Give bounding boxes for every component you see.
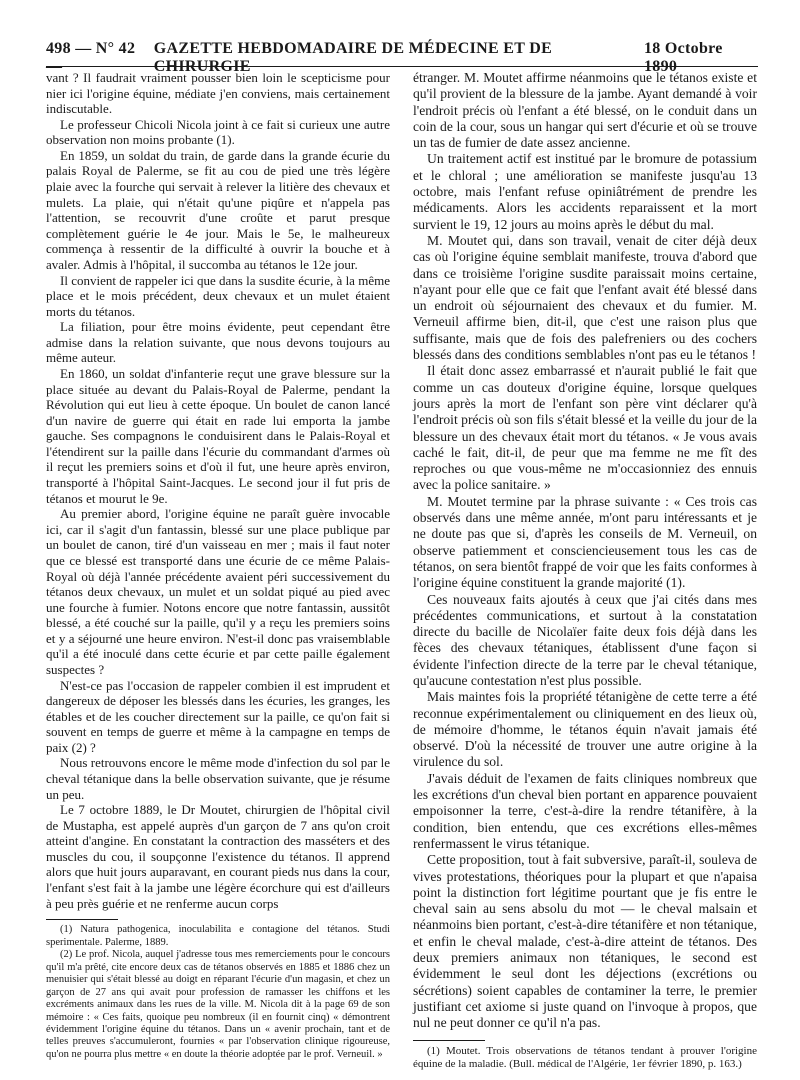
paragraph: Le 7 octobre 1889, le Dr Moutet, chirurgien de l'hôpital civil de Mustapha, est appelé auprès d'un garçon de 7 ans qu'on croit atteint d'angine. En constatant la contraction des masséters et des muscles du cou, il soupçonne l'existence du tétanos. Il apprend alors que huit jours auparavant, en courant pieds nus dans la cour, l'enfant s'est fait à la jambe une légère écorchure qui est d'ailleurs à peu près guérie et ne renferme aucun corps [46, 802, 390, 911]
left-column [46, 70, 390, 1061]
paragraph: Il était donc assez embarrassé et n'aurait publié le fait que comme un cas douteux d'origine équine, lorsque quelques jours après la mort de l'enfant son père vint déclarer qu'à l'endroit précis où son fils s'était blessé et la veille du jour de la blessure un des chevaux était mort du tétanos. « Je vous avais caché le fait, dit-il, de peur que ma femme ne me fît des reproches ou que vous-même ne m'occasionniez des ennuis avec la police sanitaire. » [413, 363, 757, 493]
page-header [46, 40, 758, 75]
paragraph: En 1859, un soldat du train, de garde dans la grande écurie du palais Royal de Palerme, se fit au cou de pied une très légère plaie avec la fourche qui servait à relever la litière des chevaux et mulets. La plaie, qui n'était qu'une piqûre et n'appela pas l'attention, se recouvrit d'une croûte et parut presque complètement guérie le 4e jour. Mais le 5e, le malheureux commença à ressentir de la difficulté à ouvrir la bouche et à avaler. Admis à l'hôpital, il succomba au tétanos le 12e jour. [46, 147, 390, 272]
paragraph: Cette proposition, tout à fait subversive, paraît-il, souleva de vives protestations, théoriques pour la plupart et que n'apaisa point la distinction fort légitime pourtant que je fis entre le cheval sain au sens absolu du mot — le cheval malsain et néanmoins bien portant, c'est-à-dire tétanifère et non tétanique, et enfin le cheval malade, c'est-à-dire atteint de tétanos. Des deux premiers animaux non tétaniques, le second est évidemment le seul dont les déjections (excrétions ou sécrétions) soient capables de contaminer la terre, le premier justifiant cet axiome si juste quand on l'invoque à propos, que nul ne peut donner ce qu'il n'a pas. [413, 852, 757, 1031]
page-number: 498 — N° 42 — [46, 40, 136, 75]
footnote: (2) Le prof. Nicola, auquel j'adresse tous mes remerciements pour le concours qu'il m'a prêté, cite encore deux cas de tétanos observés en 1885 et 1886 chez un menuisier qui s'était blessé au doigt en réparant l'écurie d'un magasin, et chez un garçon de 27 ans qui avait pour profession de ramasser les chiffons et les excréments animaux dans les rues de la ville. M. Nicola dit à la page 69 de son mémoire : « Ces faits, quoique peu nombreux (il en fournit cinq) « démontrent évidemment l'origine équine du tétanos. Dans un « avenir prochain, tant et de telles preuves s'accumuleront, fournies « par l'observation clinique rigoureuse, qu'on ne pourra plus mettre « en doute la théorie adoptée par le prof. Verneuil. » [46, 949, 390, 1060]
footnote: (1) Natura pathogenica, inoculabilita e contagione del tétanos. Studi sperimentale. Palerme, 1889. [46, 924, 390, 948]
paragraph: M. Moutet qui, dans son travail, venait de citer déjà deux cas où l'origine équine semblait manifeste, trouva d'abord que dans ce troisième l'origine susdite paraissait moins certaine, n'ayant pour elle que ce fait que l'enfant avait été blessé dans un endroit où séjournaient des chevaux et du fumier. M. Verneuil affirme bien, dit-il, que c'est une raison plus que suffisante, mais que de fois des palefreniers ou des cochers blessés dans des conditions semblables n'ont pas eu le tétanos ! [413, 232, 757, 363]
paragraph: En 1860, un soldat d'infanterie reçut une grave blessure sur la place située au devant du Palais-Royal de Palerme, pendant la Révolution qui eut lieu à cette époque. Un boulet de canon lancé d'un navire de guerre qui était en rade lui emporta la jambe gauche. Ses compagnons le conduisirent dans le Palais-Royal et l'étendirent sur la paille dans l'écurie du commandant d'armes où il reçut les premiers soins et d'où il fut, une heure après environ, transporté à l'hôpital Saint-Jacques. Le second jour il fut pris de tétanos et mourut le 9e. [46, 365, 390, 506]
paragraph: Il convient de rappeler ici que dans la susdite écurie, à la même place et le mois précédent, deux chevaux et un mulet étaient morts du tétanos. [46, 272, 390, 319]
paragraph: Un traitement actif est institué par le bromure de potassium et le chloral ; une amélioration se manifeste jusqu'au 13 octobre, mais l'enfant refuse opiniâtrément de prendre les médicaments. Alors les accidents reparaissent et la mort survient le 19, 12 jours au moins après le début du mal. [413, 151, 757, 232]
paragraph: Nous retrouvons encore le même mode d'infection du sol par le cheval tétanique dans la belle observation suivante, que je résume un peu. [46, 755, 390, 802]
paragraph: M. Moutet termine par la phrase suivante : « Ces trois cas observés dans une même année, m'ont paru intéressants et je ne doute pas que si, d'après les conseils de M. Verneuil, on observe patiemment et consciencieusement tous les cas de tétanos, on sera bientôt frappé de voir que les faits conformes à l'origine équine constituent la grande majorité (1). [413, 493, 757, 591]
paragraph: étranger. M. Moutet affirme néanmoins que le tétanos existe et qu'il provient de la blessure de la jambe. Ayant demandé à voir l'endroit précis où l'enfant a été blessé, on le conduit dans un coin de la cour, sous un hangar qui sert d'écurie et où se trouve un tas de fumier de date assez ancienne. [413, 70, 757, 151]
right-column [413, 70, 757, 1071]
footnote: (1) Moutet. Trois observations de tétanos tendant à prouver l'origine équine de la maladie. (Bull. médical de l'Algérie, 1er février 1890, p. 163.) [413, 1044, 757, 1070]
paragraph: Au premier abord, l'origine équine ne paraît guère invocable ici, car il s'agit d'un fantassin, blessé sur une place publique par un boulet de canon, tiré d'un vaisseau en mer ; mais il faut noter que ce blessé est transporté dans une écurie de ce même Palais-Royal où déjà l'année précédente avaient péri successivement du tétanos deux chevaux, un mulet et un soldat piqué au pied avec une fourche à fumier. Notons encore que notre fantassin, aussitôt blessé, a été couché sur la paille, qu'il y a reçu les premiers soins et y a séjourné une heure environ. N'est-il donc pas vraisemblable qu'il a été inoculé dans cette écurie et par cette paille également suspectes ? [46, 506, 390, 677]
footnote-rule [46, 919, 118, 920]
paragraph: J'avais déduit de l'examen de faits cliniques nombreux que les excrétions d'un cheval bien portant en apparence pouvaient empoisonner la terre, c'est-à-dire la rendre tétanifère, à la condition, bien entendu, que ces excrétions elles-mêmes renfermassent le virus tétanique. [413, 770, 757, 851]
paragraph: La filiation, pour être moins évidente, peut cependant être admise dans la relation suivante, que nous devons toujours au même auteur. [46, 319, 390, 366]
paragraph: Ces nouveaux faits ajoutés à ceux que j'ai cités dans mes précédentes communications, et surtout à la constatation directe du bacille de Nicolaïer faite deux fois déjà dans les fèces des chevaux tétaniques, établissent d'une façon si évidente l'infection directe de la terre par le cheval tétanique, qu'aucune contestation n'est plus possible. [413, 591, 757, 688]
paragraph: Mais maintes fois la propriété tétanigène de cette terre a été reconnue expérimentalement ou cliniquement en des lieux où, de mémoire d'homme, le tétanos équin n'avait jamais été observé. D'où la nécessité de trouver une autre origine à la virulence du sol. [413, 689, 757, 770]
paragraph: Le professeur Chicoli Nicola joint à ce fait si curieux une autre observation non moins probante (1). [46, 116, 390, 148]
paragraph: vant ? Il faudrait vraiment pousser bien loin le scepticisme pour nier ici l'origine équine, médiate j'en conviens, mais certainement indiscutable. [46, 70, 390, 117]
journal-title: GAZETTE HEBDOMADAIRE DE MÉDECINE ET DE CHIRURGIE [153, 40, 553, 75]
paragraph: N'est-ce pas l'occasion de rappeler combien il est imprudent et dangereux de déposer les blessés dans les écuries, les granges, les étables et de les coucher directement sur la paille, ce qu'on fait si souvent en temps de guerre et même à la campagne en temps de paix (2) ? [46, 677, 390, 755]
issue-date: 18 Octobre 1890 [643, 40, 723, 75]
header-rule [46, 66, 758, 67]
footnote-rule [413, 1040, 485, 1041]
